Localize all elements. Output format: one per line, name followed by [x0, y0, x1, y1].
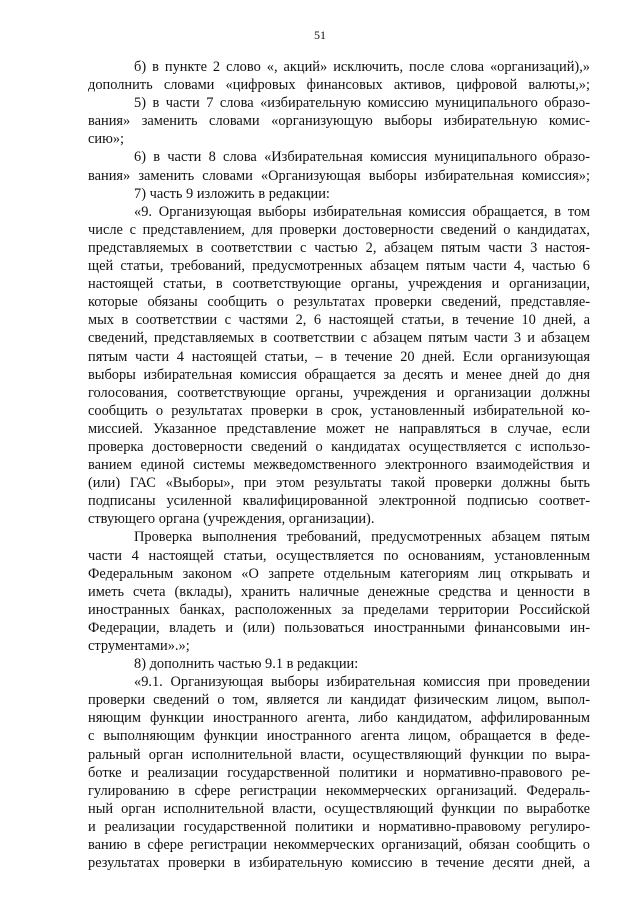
document-body	[88, 58, 590, 872]
text-line: настоящей статьи, в соответствующие органы, учреждения и организации,	[88, 276, 590, 293]
text-line: вания» заменить словами «организующую выборы избирательную комис-	[88, 113, 590, 130]
text-line: пятым части 4 настоящей статьи, – в течение 20 дней. Если организующая	[88, 348, 590, 365]
text-line: гулированию в сфере регистрации некоммерческих организаций. Федераль-	[88, 782, 590, 799]
text-line: 8) дополнить частью 9.1 в редакции:	[134, 656, 359, 673]
text-line: проверки сведений о том, является ли кандидат физическим лицом, выпол-	[88, 692, 590, 709]
text-line: части 4 настоящей статьи, осуществляется по основаниям, установленным	[88, 547, 590, 564]
text-line: иметь счета (вклады), хранить наличные денежные средства и ценности в	[88, 583, 590, 600]
text-line: дополнить словами «цифровых финансовых активов, цифровой валюты,»;	[88, 77, 590, 94]
text-line: струментами».»;	[88, 638, 190, 654]
text-line: представляемых в соответствии с частью 2, абзацем пятым части 3 настоя-	[88, 239, 590, 256]
text-line: сведений, представляемых в соответствии с абзацем пятым части 3 и абзацем	[88, 330, 590, 347]
text-line: ботке и реализации государственной политики и нормативно-правового ре-	[88, 764, 590, 781]
text-line: сообщить о результатах проверки в срок, установленный избирательной ко-	[88, 402, 590, 419]
text-line: подписаны усиленной квалифицированной электронной подписью соответ-	[88, 493, 590, 510]
text-line: 7) часть 9 изложить в редакции:	[134, 185, 330, 202]
text-line: (или) ГАС «Выборы», при этом результаты такой проверки должны быть	[88, 475, 590, 492]
text-line: Проверка выполнения требований, предусмотренных абзацем пятым	[134, 529, 590, 546]
text-line: мых в соответствии с частями 2, 6 настоящей статьи, в течение 10 дней, а	[88, 312, 590, 329]
page-number: 51	[314, 28, 326, 42]
text-line: которые обязаны сообщить о результатах проверки сведений, представляе-	[88, 294, 590, 311]
text-line: числе с представлением, для проверки достоверности сведений о кандидатах,	[88, 221, 590, 238]
text-line: ванием единой системы межведомственного электронного взаимодействия и	[88, 457, 590, 474]
text-line: вания» заменить словами «Организующая выборы избирательная комиссия»;	[88, 167, 590, 184]
text-line: проверка достоверности сведений о кандидатах осуществляется с использо-	[88, 438, 590, 455]
text-line: «9. Организующая выборы избирательная комиссия обращается, в том	[134, 203, 590, 220]
text-line: щей статьи, требований, предусмотренных абзацем пятым части 4, частью 6	[88, 258, 590, 275]
text-line: 5) в части 7 слова «избирательную комиссию муниципального образо-	[134, 95, 590, 112]
text-line: результатах проверки в избирательную комиссию в течение десяти дней, а	[88, 855, 590, 872]
text-line: Федеральным законом «О запрете отдельным категориям лиц открывать и	[88, 565, 590, 582]
text-line: Федерации, владеть и (или) пользоваться иностранными финансовыми ин-	[88, 619, 590, 636]
text-line: миссией. Указанное представление может не направляться в случае, если	[88, 420, 590, 437]
text-line: выборы избирательная комиссия обращается за десять и менее дней до дня	[88, 366, 590, 383]
text-line: «9.1. Организующая выборы избирательная комиссия при проведении	[134, 674, 590, 691]
text-line: голосования, соответствующие органы, учреждения и организации должны	[88, 384, 590, 401]
text-line: ванию в сфере регистрации некоммерческих организаций, обязан сообщить о	[88, 837, 590, 854]
text-line: ральный орган исполнительной власти, осуществляющий функции по выра-	[88, 746, 590, 763]
text-line: иностранных банках, расположенных за пределами территории Российской	[88, 601, 590, 618]
text-line: 6) в части 8 слова «Избирательная комиссия муниципального образо-	[134, 149, 590, 166]
text-line: сию»;	[88, 131, 125, 148]
text-line: и реализации государственной политики и нормативно-правовому регулиро-	[88, 818, 590, 835]
text-line: няющим функции иностранного агента, либо кандидатом, аффилированным	[88, 710, 590, 727]
text-line: ствующего органа (учреждения, организации).	[88, 511, 375, 528]
text-line: с выполняющим функции иностранного агента лицом, обращается в феде-	[88, 728, 590, 745]
text-line: ный орган исполнительной власти, осуществляющий функции по выработке	[88, 800, 590, 817]
text-line: б) в пункте 2 слово «, акций» исключить, после слова «организаций),»	[134, 59, 590, 75]
